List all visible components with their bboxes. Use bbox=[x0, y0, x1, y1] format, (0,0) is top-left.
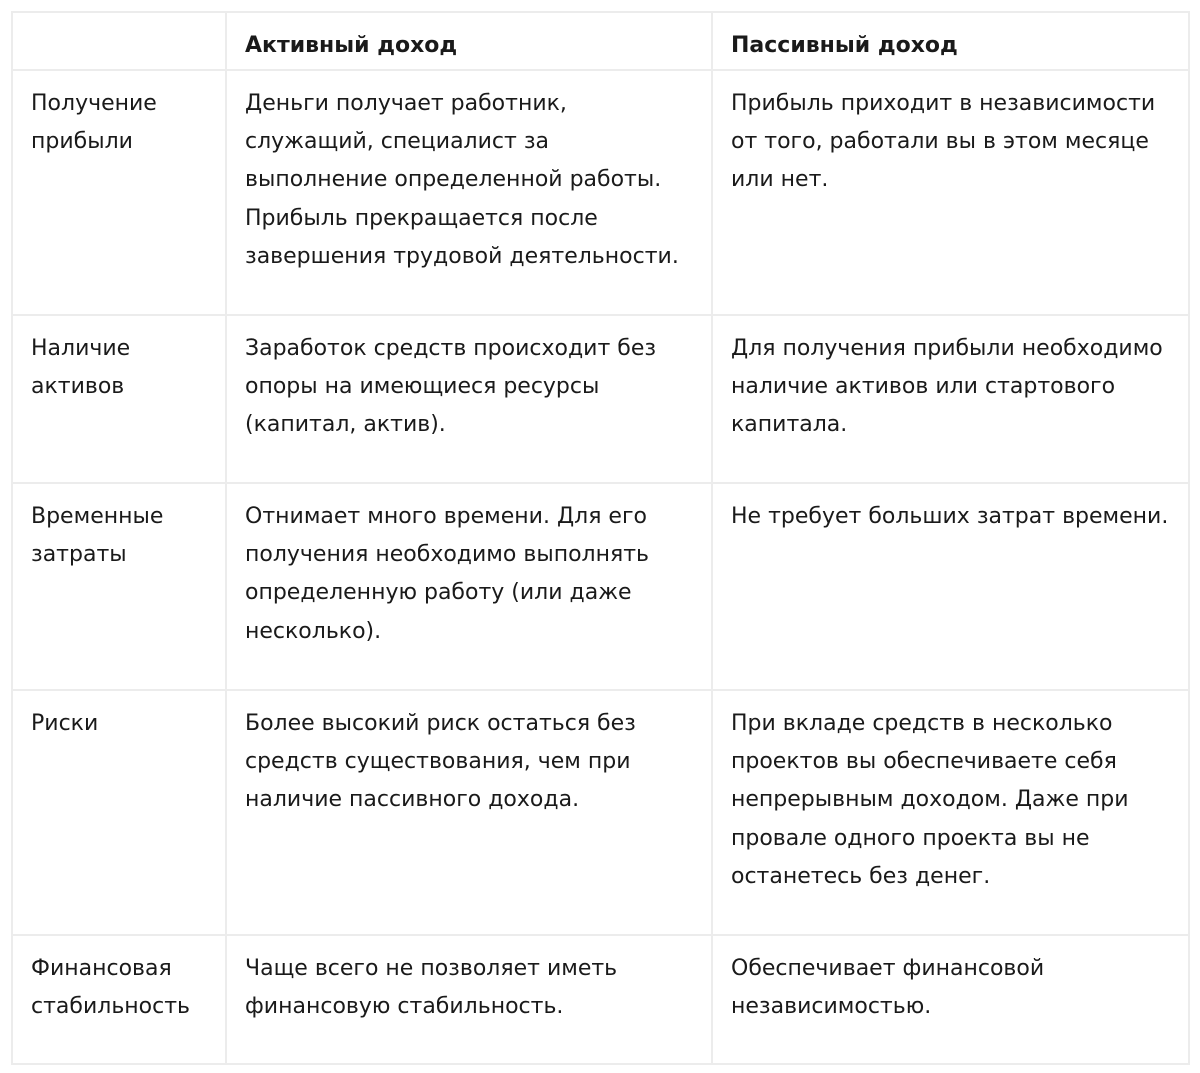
table-row bbox=[12, 690, 1189, 935]
income-comparison-table bbox=[11, 11, 1190, 1065]
cell-passive-stability: Обеспечивает финансовой независимостью. bbox=[712, 935, 1189, 1064]
header-empty-cell bbox=[12, 12, 226, 70]
cell-passive-profit: Прибыль приходит в независимости от того, работали вы в этом месяце или нет. bbox=[712, 70, 1189, 315]
table-header-row bbox=[12, 12, 1189, 70]
cell-active-assets: Заработок средств происходит без опоры на имеющиеся ресурсы (капитал, актив). bbox=[226, 315, 712, 483]
table-row bbox=[12, 70, 1189, 315]
row-label-risks: Риски bbox=[12, 690, 226, 935]
cell-active-profit: Деньги получает работник, служащий, специалист за выполнение определенной работы. Прибыль прекращается после завершения трудовой деятельности. bbox=[226, 70, 712, 315]
row-label-profit: Получение прибыли bbox=[12, 70, 226, 315]
cell-active-time: Отнимает много времени. Для его получения необходимо выполнять определенную работу (или даже несколько). bbox=[226, 483, 712, 690]
table-row bbox=[12, 315, 1189, 483]
row-label-assets: Наличие активов bbox=[12, 315, 226, 483]
cell-passive-risks: При вкладе средств в несколько проектов вы обеспечиваете себя непрерывным доходом. Даже при провале одного проекта вы не останетесь без денег. bbox=[712, 690, 1189, 935]
header-active-income: Активный доход bbox=[226, 12, 712, 70]
table-row bbox=[12, 483, 1189, 690]
cell-active-stability: Чаще всего не позволяет иметь финансовую стабильность. bbox=[226, 935, 712, 1064]
cell-active-risks: Более высокий риск остаться без средств существования, чем при наличие пассивного дохода. bbox=[226, 690, 712, 935]
header-passive-income: Пассивный доход bbox=[712, 12, 1189, 70]
row-label-stability: Финансовая стабильность bbox=[12, 935, 226, 1064]
row-label-time: Временные затраты bbox=[12, 483, 226, 690]
cell-passive-assets: Для получения прибыли необходимо наличие активов или стартового капитала. bbox=[712, 315, 1189, 483]
cell-passive-time: Не требует больших затрат времени. bbox=[712, 483, 1189, 690]
table-row bbox=[12, 935, 1189, 1064]
